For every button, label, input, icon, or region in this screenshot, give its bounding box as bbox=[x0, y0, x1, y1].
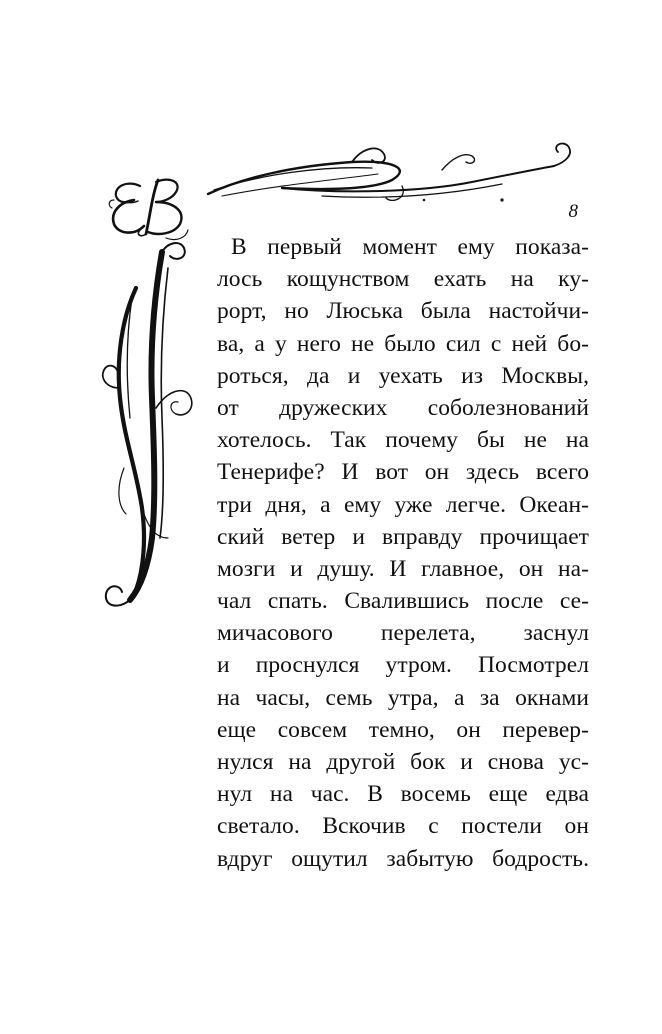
text-line: нул на час. В восемь еще едва bbox=[217, 781, 589, 808]
text-line: рорт, но Люська была настойчи- bbox=[217, 298, 589, 325]
text-line: вдруг ощутил забытую бодрость. bbox=[217, 845, 589, 872]
text-line: три дня, а ему уже легче. Океан- bbox=[217, 491, 589, 518]
header-flourish-ornament bbox=[202, 140, 582, 210]
text-line: светало. Вскочив с постели он bbox=[217, 813, 589, 840]
text-line: мозги и душу. И главное, он на- bbox=[217, 555, 589, 582]
text-line: мичасового перелета, заснул bbox=[217, 620, 589, 647]
text-line: В первый момент ему показа- bbox=[231, 234, 589, 260]
dropcap-ornament bbox=[96, 238, 200, 614]
text-line: роться, да и уехать из Москвы, bbox=[217, 362, 589, 389]
text-line: хотелось. Так почему бы не на bbox=[217, 427, 589, 454]
text-line: лось кощунством ехать на ку- bbox=[217, 266, 589, 293]
text-line: еще совсем темно, он перевер- bbox=[217, 716, 589, 743]
text-line: Тенерифе? И вот он здесь всего bbox=[217, 459, 589, 486]
text-line: от дружеских соболезнований bbox=[217, 394, 589, 421]
text-line: ва, а у него не было сил с ней бо- bbox=[217, 330, 589, 357]
text-line: чал спать. Свалившись после се- bbox=[217, 588, 589, 615]
text-line: нулся на другой бок и снова ус- bbox=[217, 749, 589, 775]
text-line: на часы, семь утра, а за окнами bbox=[217, 684, 589, 711]
text-line: и проснулся утром. Посмотрел bbox=[217, 652, 589, 679]
page-number: 8 bbox=[568, 201, 578, 222]
text-line: ский ветер и вправду прочищает bbox=[217, 523, 589, 550]
body-text bbox=[217, 231, 589, 875]
monogram-ornament bbox=[106, 172, 192, 244]
